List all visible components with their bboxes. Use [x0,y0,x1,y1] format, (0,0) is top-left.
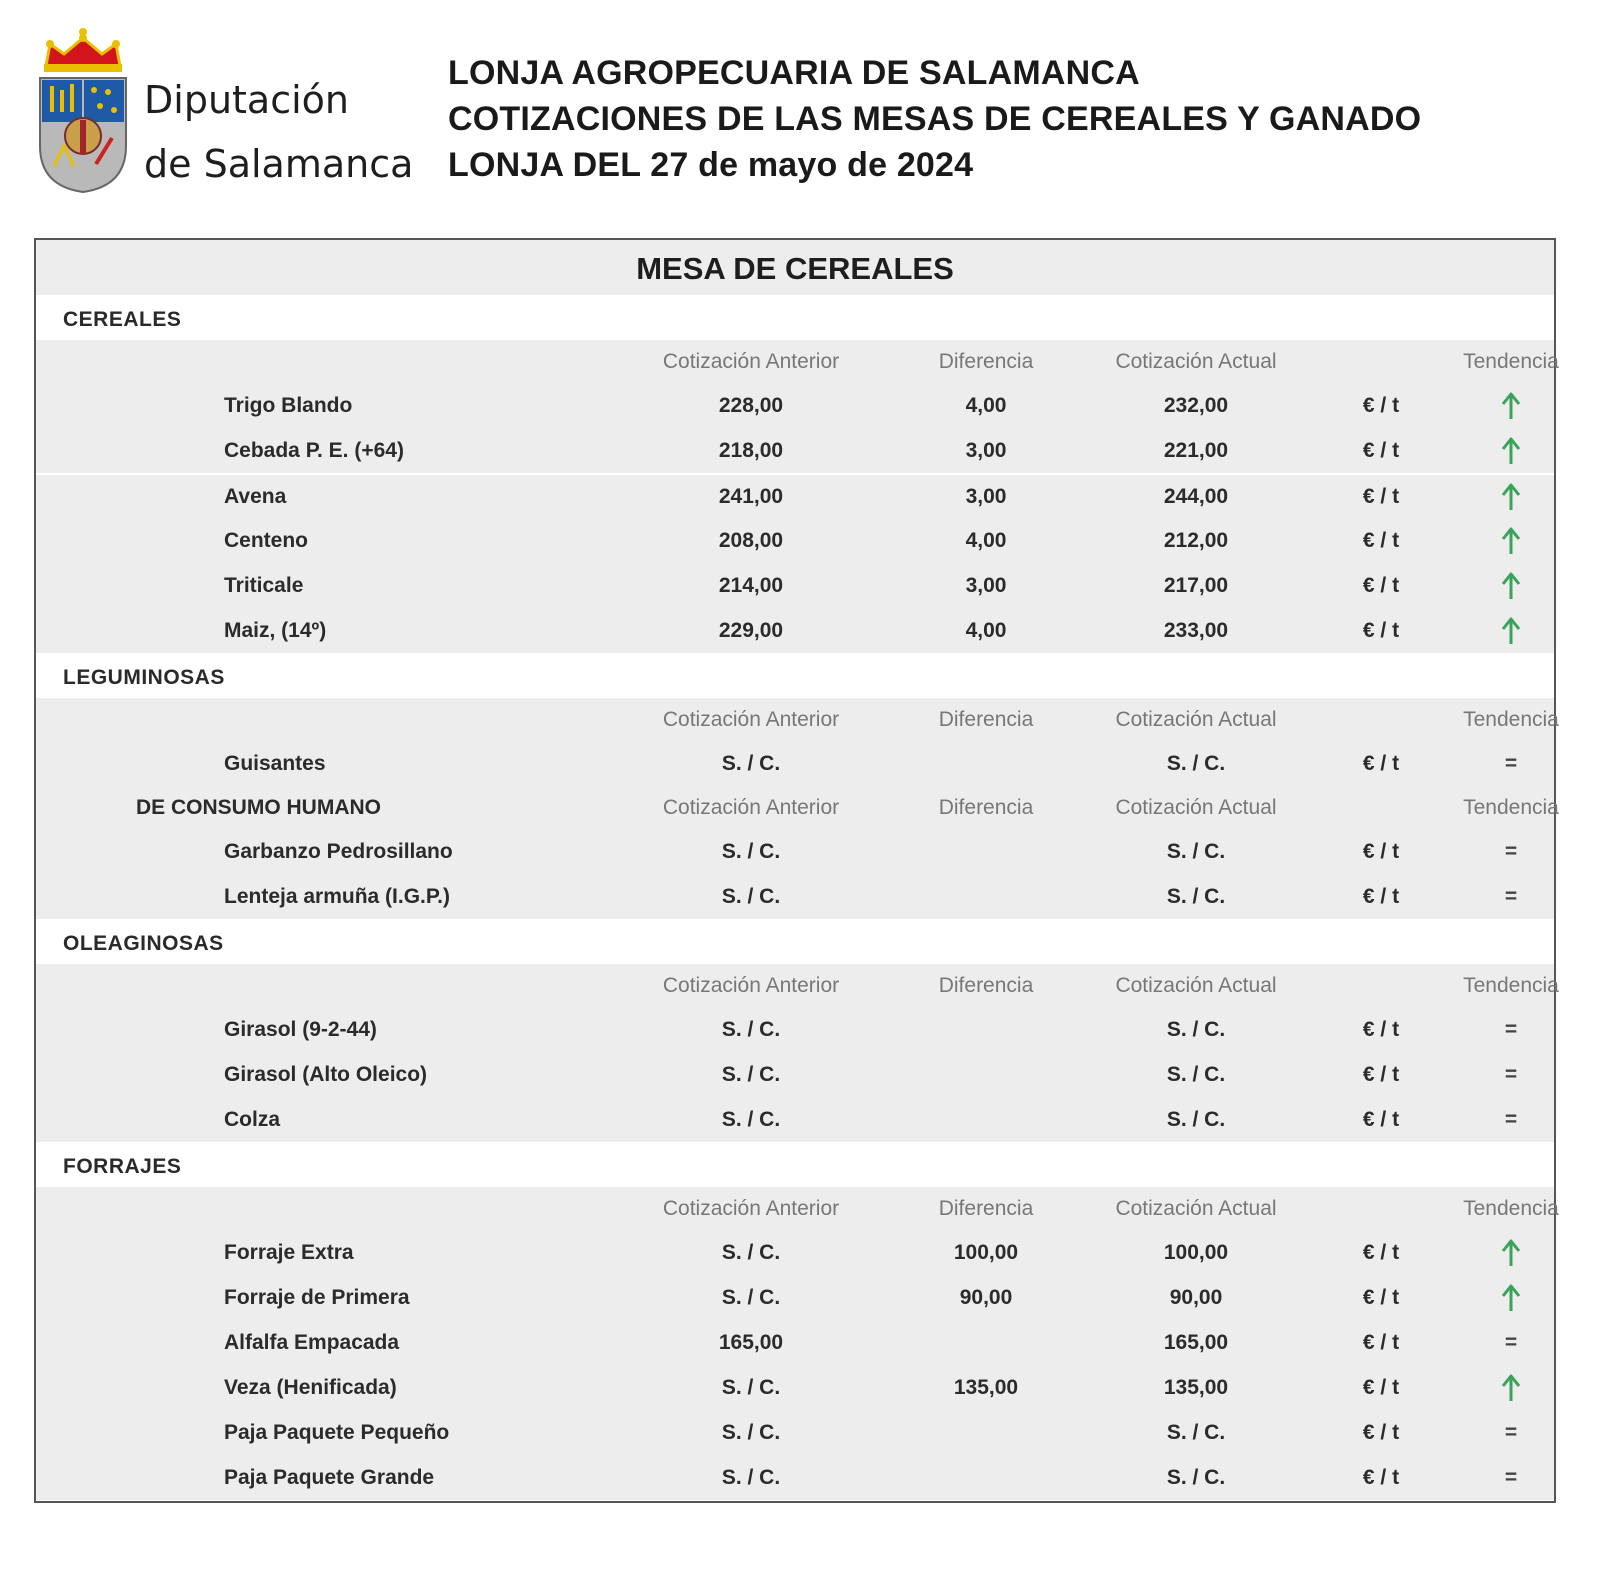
section-header [36,919,1554,964]
cotizacion-actual-value: 233,00 [1163,618,1229,642]
cotizacion-anterior-value: S. / C. [721,1017,781,1041]
table-row [36,1052,1554,1097]
cotizacion-anterior-value: S. / C. [721,1062,781,1086]
diferencia-value: 90,00 [959,1285,1013,1309]
col-actual-header: Cotización Actual [1115,795,1277,819]
cotizacion-anterior-value: 229,00 [718,618,784,642]
section-body [36,964,1559,1142]
trend-equal-icon: = [1504,1465,1518,1489]
cotizacion-actual-value: S. / C. [1166,751,1226,775]
unit-label: € / t [1362,573,1400,597]
trend-up-arrow-icon [1446,563,1576,608]
col-anterior-header: Cotización Anterior [662,973,840,997]
col-tendencia-header: Tendencia [1463,1196,1559,1220]
cotizacion-actual-value: 244,00 [1163,484,1229,508]
product-name: Guisantes [224,751,326,775]
trend-equal-icon: = [1504,1017,1518,1041]
cotizacion-anterior-value: 208,00 [718,528,784,552]
section-title: LEGUMINOSAS [63,666,225,689]
rows-consumo-humano [36,829,1554,919]
section-header [36,1142,1554,1187]
product-name: Girasol (9-2-44) [224,1017,377,1041]
section-title: CEREALES [63,308,182,331]
unit-label: € / t [1362,1240,1400,1264]
product-name: Girasol (Alto Oleico) [224,1062,428,1086]
product-name: Forraje de Primera [224,1285,410,1309]
product-name: Maiz, (14º) [224,618,327,642]
unit-label: € / t [1362,1107,1400,1131]
cotizacion-actual-value: S. / C. [1166,1107,1226,1131]
unit-label: € / t [1362,1375,1400,1399]
diferencia-value: 4,00 [965,528,1007,552]
cotizacion-anterior-value: S. / C. [721,1240,781,1264]
column-header-row [36,698,1559,741]
cotizacion-anterior-value: 218,00 [718,438,784,462]
unit-label: € / t [1362,751,1400,775]
trend-equal-icon: = [1504,839,1518,863]
unit-label: € / t [1362,1465,1400,1489]
cotizacion-anterior-value: S. / C. [721,751,781,775]
cotizacion-anterior-value: S. / C. [721,1285,781,1309]
cotizacion-anterior-value: S. / C. [721,884,781,908]
trend-up-arrow-icon [1446,1365,1576,1410]
trend-up-arrow-icon [1446,1230,1576,1275]
product-name: Lenteja armuña (I.G.P.) [224,884,451,908]
panel-title: MESA DE CEREALES [36,240,1554,295]
section-body [36,340,1559,653]
diferencia-value: 4,00 [965,618,1007,642]
col-anterior-header: Cotización Anterior [662,707,840,731]
col-diferencia-header: Diferencia [938,707,1034,731]
col-diferencia-header: Diferencia [938,973,1034,997]
cotizacion-actual-value: S. / C. [1166,1465,1226,1489]
column-header-row [36,340,1559,383]
product-name: Forraje Extra [224,1240,354,1264]
rows-forrajes [36,1230,1554,1500]
table-row [36,608,1554,653]
subsection-title: DE CONSUMO HUMANO [136,795,381,819]
table-row [36,1007,1554,1052]
diferencia-value: 4,00 [965,393,1007,417]
title-line-3: LONJA DEL 27 de mayo de 2024 [448,146,974,184]
table-row [36,1320,1554,1365]
cotizacion-anterior-value: 228,00 [718,393,784,417]
brand-line-1: Diputación [144,78,349,122]
section-title: FORRAJES [63,1155,182,1178]
column-header-row [36,964,1559,1007]
trend-equal-icon: = [1504,1420,1518,1444]
diferencia-value: 100,00 [953,1240,1019,1264]
cotizacion-actual-value: S. / C. [1166,1420,1226,1444]
section-title: OLEAGINOSAS [63,932,224,955]
section-body [36,1187,1559,1500]
table-row [36,428,1554,473]
unit-label: € / t [1362,618,1400,642]
table-row [36,563,1554,608]
unit-label: € / t [1362,438,1400,462]
cotizacion-actual-value: 90,00 [1169,1285,1223,1309]
cotizacion-actual-value: 217,00 [1163,573,1229,597]
col-tendencia-header: Tendencia [1463,707,1559,731]
product-name: Centeno [224,528,308,552]
diferencia-value: 135,00 [953,1375,1019,1399]
trend-equal-icon: = [1504,884,1518,908]
product-name: Colza [224,1107,281,1131]
cotizacion-anterior-value: 241,00 [718,484,784,508]
cotizacion-actual-value: 232,00 [1163,393,1229,417]
col-diferencia-header: Diferencia [938,1196,1034,1220]
cotizacion-anterior-value: 214,00 [718,573,784,597]
col-tendencia-header: Tendencia [1463,973,1559,997]
product-name: Garbanzo Pedrosillano [224,839,453,863]
product-name: Veza (Henificada) [224,1375,397,1399]
trend-equal-icon: = [1504,1330,1518,1354]
cotizacion-actual-value: S. / C. [1166,1062,1226,1086]
cotizacion-actual-value: 165,00 [1163,1330,1229,1354]
trend-up-arrow-icon [1446,428,1576,473]
unit-label: € / t [1362,1420,1400,1444]
table-row [36,874,1554,919]
table-row [36,383,1554,428]
rows-cereales [36,383,1554,653]
section-body [36,698,1559,919]
unit-label: € / t [1362,1330,1400,1354]
product-name: Cebada P. E. (+64) [224,438,404,462]
brand-line-2: de Salamanca [144,142,414,186]
cotizacion-anterior-value: S. / C. [721,1420,781,1444]
table-row [36,829,1554,874]
cotizacion-actual-value: S. / C. [1166,1017,1226,1041]
product-name: Trigo Blando [224,393,353,417]
section-header [36,295,1554,340]
col-anterior-header: Cotización Anterior [662,349,840,373]
title-line-1: LONJA AGROPECUARIA DE SALAMANCA [448,54,1140,92]
unit-label: € / t [1362,528,1400,552]
trend-up-arrow-icon [1446,518,1576,563]
title-line-2: COTIZACIONES DE LAS MESAS DE CEREALES Y GANADO [448,100,1422,138]
table-row [36,473,1554,518]
col-actual-header: Cotización Actual [1115,349,1277,373]
table-row [36,1455,1554,1500]
diferencia-value: 3,00 [965,484,1007,508]
col-actual-header: Cotización Actual [1115,707,1277,731]
cotizacion-anterior-value: 165,00 [718,1330,784,1354]
price-table-panel [34,238,1559,1503]
cotizacion-anterior-value: S. / C. [721,839,781,863]
table-row [36,1230,1554,1275]
cotizacion-actual-value: 221,00 [1163,438,1229,462]
table-row [36,1365,1554,1410]
trend-equal-icon: = [1504,1062,1518,1086]
table-row [36,1097,1554,1142]
diferencia-value: 3,00 [965,438,1007,462]
col-actual-header: Cotización Actual [1115,973,1277,997]
trend-up-arrow-icon [1446,1275,1576,1320]
trend-up-arrow-icon [1446,608,1576,653]
col-actual-header: Cotización Actual [1115,1196,1277,1220]
trend-equal-icon: = [1504,1107,1518,1131]
unit-label: € / t [1362,884,1400,908]
col-tendencia-header: Tendencia [1463,349,1559,373]
cotizacion-actual-value: 100,00 [1163,1240,1229,1264]
col-diferencia-header: Diferencia [938,795,1034,819]
cotizacion-anterior-value: S. / C. [721,1375,781,1399]
col-anterior-header: Cotización Anterior [662,1196,840,1220]
unit-label: € / t [1362,484,1400,508]
brand-name [144,68,413,196]
cotizacion-anterior-value: S. / C. [721,1107,781,1131]
coat-of-arms-logo [36,26,131,194]
rows-oleaginosas [36,1007,1554,1142]
section-header [36,653,1554,698]
table-row [36,1275,1554,1320]
cotizacion-actual-value: S. / C. [1166,839,1226,863]
subsection-header-row [36,786,1559,829]
unit-label: € / t [1362,393,1400,417]
product-name: Paja Paquete Pequeño [224,1420,450,1444]
product-name: Avena [224,484,287,508]
col-tendencia-header: Tendencia [1463,795,1559,819]
rows-leguminosas [36,741,1554,786]
product-name: Alfalfa Empacada [224,1330,400,1354]
unit-label: € / t [1362,1285,1400,1309]
col-anterior-header: Cotización Anterior [662,795,840,819]
cotizacion-anterior-value: S. / C. [721,1465,781,1489]
unit-label: € / t [1362,1017,1400,1041]
cotizacion-actual-value: S. / C. [1166,884,1226,908]
diferencia-value: 3,00 [965,573,1007,597]
table-row [36,741,1554,786]
trend-up-arrow-icon [1446,475,1576,518]
document-titles [448,50,1421,188]
product-name: Paja Paquete Grande [224,1465,435,1489]
unit-label: € / t [1362,1062,1400,1086]
table-row [36,518,1554,563]
unit-label: € / t [1362,839,1400,863]
product-name: Triticale [224,573,304,597]
column-header-row [36,1187,1559,1230]
cotizacion-actual-value: 212,00 [1163,528,1229,552]
trend-up-arrow-icon [1446,383,1576,428]
table-row [36,1410,1554,1455]
cotizacion-actual-value: 135,00 [1163,1375,1229,1399]
col-diferencia-header: Diferencia [938,349,1034,373]
trend-equal-icon: = [1504,751,1518,775]
